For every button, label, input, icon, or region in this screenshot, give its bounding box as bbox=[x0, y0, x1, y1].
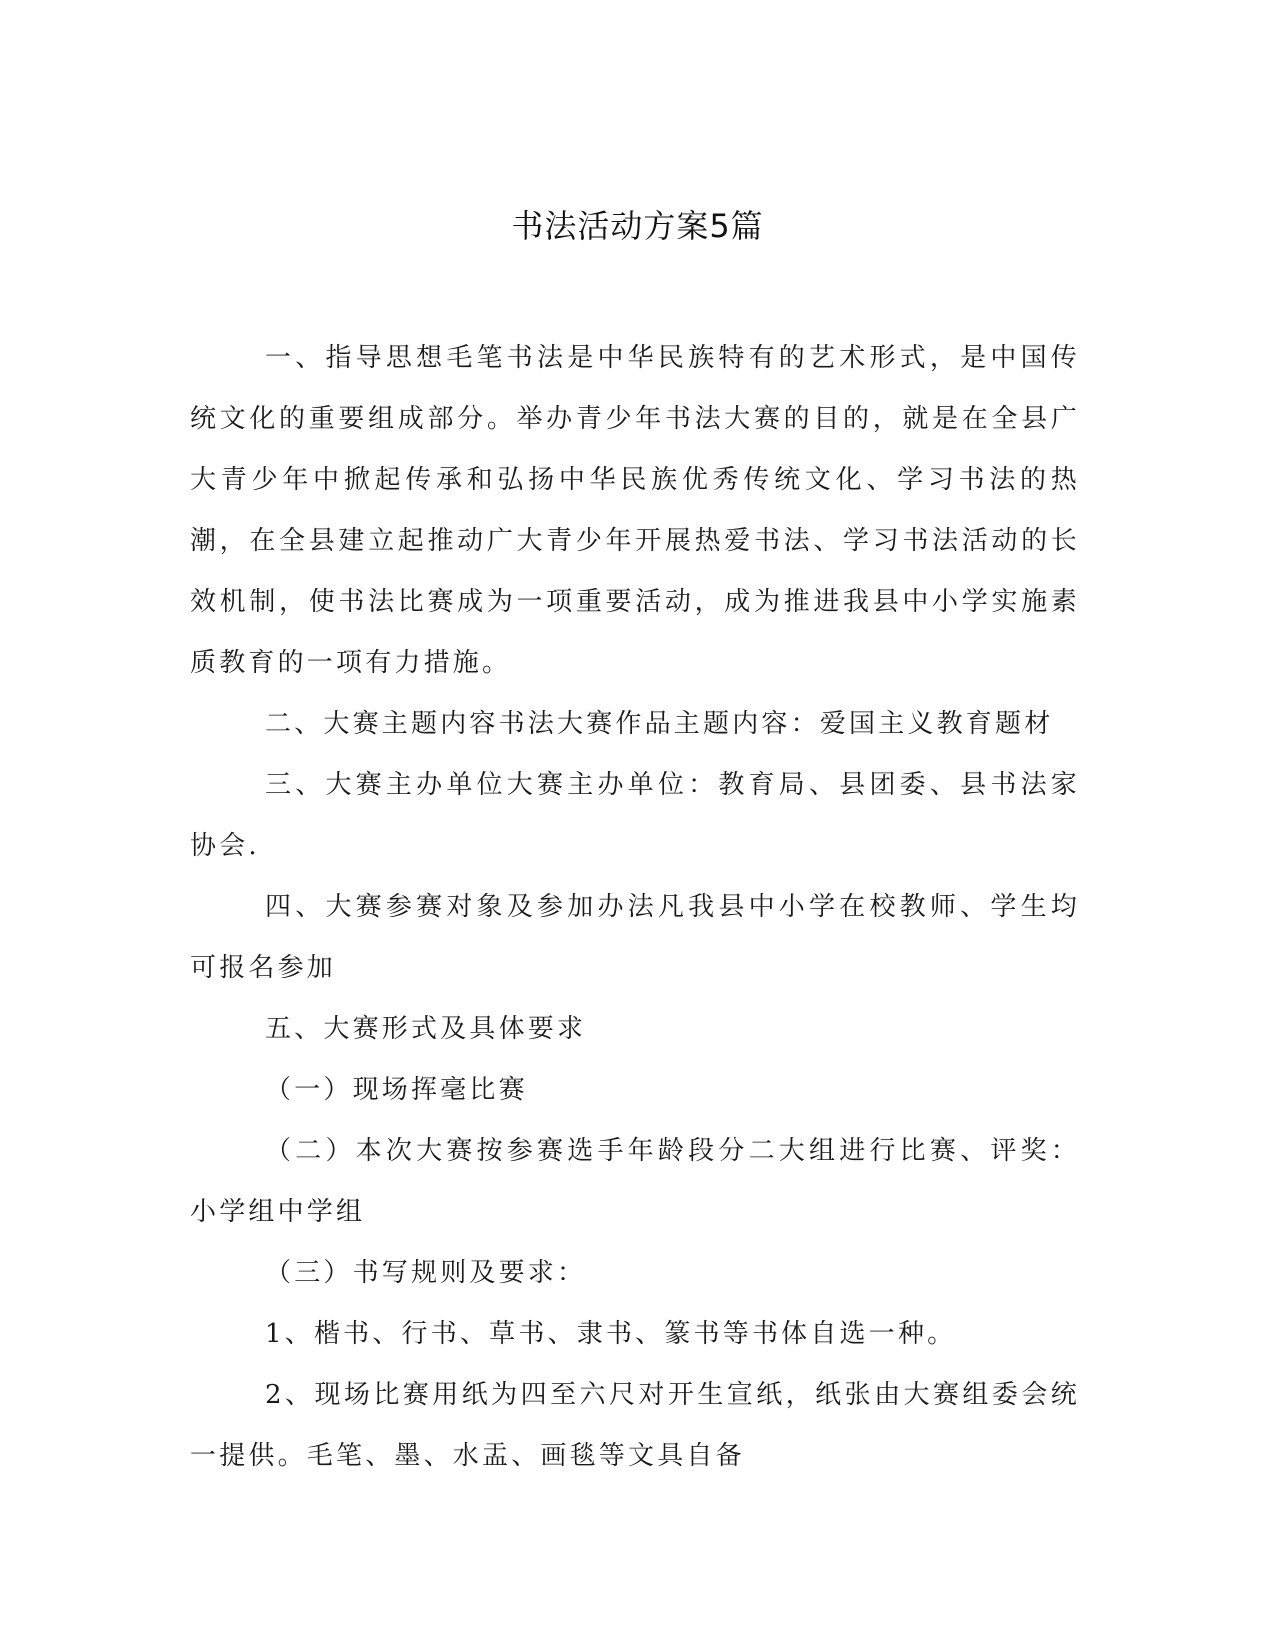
paragraph-organizers: 三、大赛主办单位大赛主办单位：教育局、县团委、县书法家协会. bbox=[190, 770, 1080, 861]
paragraph-rule-2: 2、现场比赛用纸为四至六尺对开生宣纸，纸张由大赛组委会统一提供。毛笔、墨、水盂、画毯等文具自备 bbox=[190, 1380, 1080, 1471]
paragraph-age-groups: （二）本次大赛按参赛选手年龄段分二大组进行比赛、评奖：小学组中学组 bbox=[190, 1136, 1080, 1227]
document-body bbox=[190, 328, 1080, 1487]
paragraph-contest-format: 五、大赛形式及具体要求 bbox=[265, 1014, 587, 1044]
document-title: 书法活动方案5篇 bbox=[511, 207, 764, 245]
paragraph-live-contest: （一）现场挥毫比赛 bbox=[265, 1075, 528, 1105]
paragraph-contest-theme: 二、大赛主题内容书法大赛作品主题内容：爱国主义教育题材 bbox=[265, 709, 1054, 739]
paragraph-participants: 四、大赛参赛对象及参加办法凡我县中小学在校教师、学生均可报名参加 bbox=[190, 892, 1080, 983]
paragraph-rule-1: 1、楷书、行书、草书、隶书、篆书等书体自选一种。 bbox=[265, 1319, 957, 1349]
paragraph-writing-rules: （三）书写规则及要求： bbox=[265, 1258, 587, 1288]
paragraph-guiding-ideology: 一、指导思想毛笔书法是中华民族特有的艺术形式，是中国传统文化的重要组成部分。举办青少年书法大赛的目的，就是在全县广大青少年中掀起传承和弘扬中华民族优秀传统文化、学习书法的热潮，在全县建立起推动广大青少年开展热爱书法、学习书法活动的长效机制，使书法比赛成为一项重要活动，成为推进我县中小学实施素质教育的一项有力措施。 bbox=[190, 343, 1080, 678]
